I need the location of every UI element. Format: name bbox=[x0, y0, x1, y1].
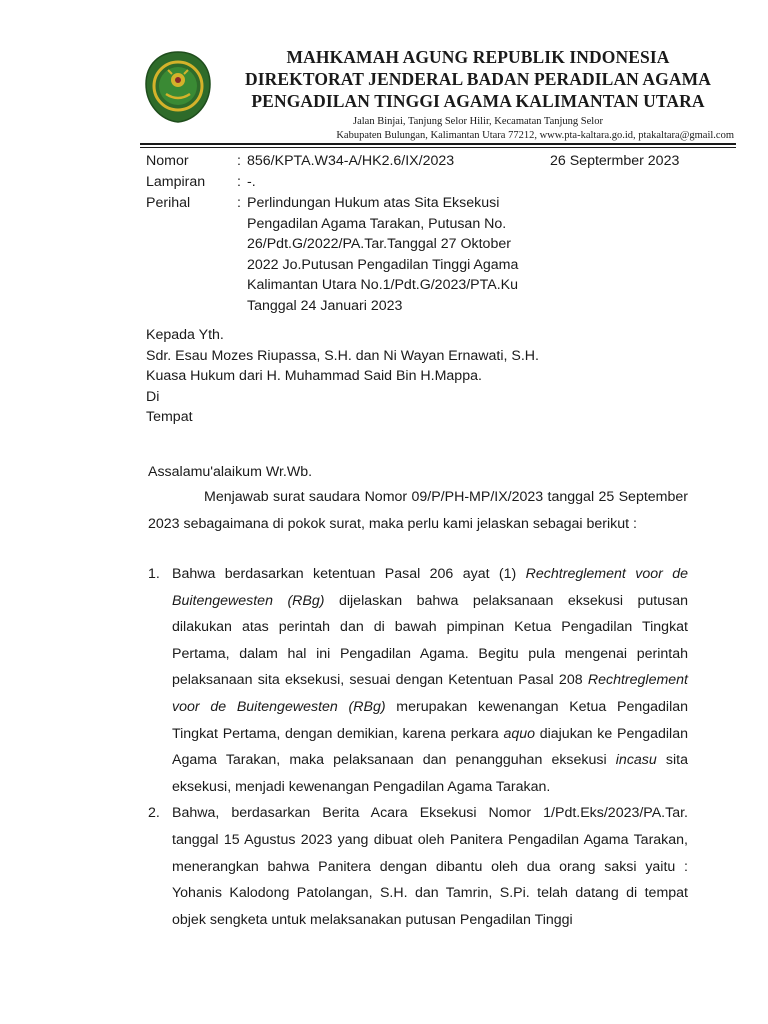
lampiran-label: Lampiran bbox=[146, 174, 206, 190]
perihal-label: Perihal bbox=[146, 195, 191, 211]
greeting: Assalamu'alaikum Wr.Wb. bbox=[148, 464, 313, 480]
lampiran-value: -. bbox=[247, 174, 256, 190]
intro-paragraph: Menjawab surat saudara Nomor 09/P/PH-MP/IX/2023 tanggal 25 September 2023 sebagaimana di pokok surat, maka perlu kami jelaskan sebagai berikut : bbox=[148, 489, 688, 532]
recipient-line: Kuasa Hukum dari H. Muhammad Said Bin H.Mappa. bbox=[146, 368, 482, 384]
list-item bbox=[148, 800, 688, 933]
italic-term: incasu bbox=[615, 752, 657, 769]
perihal-line: Perlindungan Hukum atas Sita Eksekusi bbox=[247, 195, 500, 211]
letterhead-line-3: PENGADILAN TINGGI AGAMA KALIMANTAN UTARA bbox=[251, 91, 705, 111]
letterhead-address-2: Kabupaten Bulungan, Kalimantan Utara 77212, www.pta-kaltara.go.id, ptakaltara@gmail.com bbox=[336, 130, 734, 141]
text-segment: diajukan ke Pengadilan Agama Tarakan, maka pelaksanaan dan penangguhan eksekusi bbox=[172, 725, 688, 769]
nomor-colon: : bbox=[237, 153, 241, 169]
nomor-label: Nomor bbox=[146, 153, 189, 169]
text-segment: Bahwa berdasarkan ketentuan Pasal 206 ayat (1) bbox=[172, 566, 526, 582]
nomor-value: 856/KPTA.W34-A/HK2.6/IX/2023 bbox=[247, 153, 455, 169]
list-item-number: 2. bbox=[148, 805, 160, 822]
lampiran-colon: : bbox=[237, 174, 241, 190]
perihal-line: 2022 Jo.Putusan Pengadilan Tinggi Agama bbox=[247, 256, 519, 273]
letter-date: 26 Septermber 2023 bbox=[550, 153, 680, 169]
recipient-line: Di bbox=[146, 388, 160, 405]
text-segment: sita eksekusi, menjadi kewenangan Pengadilan Agama Tarakan. bbox=[172, 752, 688, 795]
perihal-line: Pengadilan Agama Tarakan, Putusan No. bbox=[247, 215, 507, 232]
list-item-number: 1. bbox=[148, 566, 160, 582]
recipient-block bbox=[146, 325, 539, 428]
numbered-list bbox=[148, 561, 688, 933]
italic-term: aquo bbox=[503, 725, 535, 742]
letterhead-rule-thick bbox=[140, 143, 736, 145]
perihal-line: Tanggal 24 Januari 2023 bbox=[247, 297, 403, 314]
list-item-text bbox=[172, 566, 688, 795]
text-segment: Bahwa, berdasarkan Berita Acara Eksekusi Nomor 1/Pdt.Eks/2023/PA.Tar. tanggal 15 Agustus 2023 yang dibuat oleh Panitera Pengadilan Agama Tarakan, menerangkan bahwa Panitera dengan dibantu oleh dua orang saksi yaitu : Yohanis Kalodong Patolangan, S.H. dan Tamrin, S.Pi. telah datang di tempat objek sengketa untuk melaksanakan putusan Pengadilan Tinggi bbox=[172, 805, 688, 928]
letterhead bbox=[222, 46, 734, 143]
perihal-line: 26/Pdt.G/2022/PA.Tar.Tanggal 27 Oktober bbox=[247, 236, 511, 252]
list-item bbox=[148, 561, 688, 800]
recipient-line: Tempat bbox=[146, 409, 193, 425]
letterhead-rule-thin bbox=[140, 147, 736, 148]
perihal-colon: : bbox=[237, 195, 241, 211]
letterhead-line-2: DIREKTORAT JENDERAL BADAN PERADILAN AGAMA bbox=[245, 69, 711, 89]
italic-term: Rechtreglement voor de Buitengewesten (RBg) bbox=[172, 672, 688, 715]
list-item-text bbox=[172, 805, 688, 927]
letterhead-address-1: Jalan Binjai, Tanjung Selor Hilir, Kecamatan Tanjung Selor bbox=[353, 116, 603, 127]
perihal-value bbox=[247, 193, 518, 316]
text-segment: dijelaskan bahwa pelaksanaan eksekusi putusan dilakukan atas perintah dan di bawah pimpinan Ketua Pengadilan Tingkat Pertama, dalam hal ini Pengadilan Agama. Begitu pula mengenai perintah pelaksanaan sita eksekusi, sesuai dengan Ketentuan Pasal 208 bbox=[172, 592, 688, 689]
perihal-line: Kalimantan Utara No.1/Pdt.G/2023/PTA.Ku bbox=[247, 277, 519, 293]
recipient-line: Sdr. Esau Mozes Riupassa, S.H. dan Ni Wayan Ernawati, S.H. bbox=[146, 347, 539, 364]
italic-term: Rechtreglement voor de Buitengewesten (RBg) bbox=[172, 566, 688, 609]
letterhead-line-1: MAHKAMAH AGUNG REPUBLIK INDONESIA bbox=[286, 47, 670, 67]
court-emblem-logo bbox=[144, 50, 212, 124]
text-segment: merupakan kewenangan Ketua Pengadilan Tingkat Pertama, dengan demikian, karena perkara bbox=[172, 698, 688, 742]
recipient-line: Kepada Yth. bbox=[146, 327, 224, 343]
